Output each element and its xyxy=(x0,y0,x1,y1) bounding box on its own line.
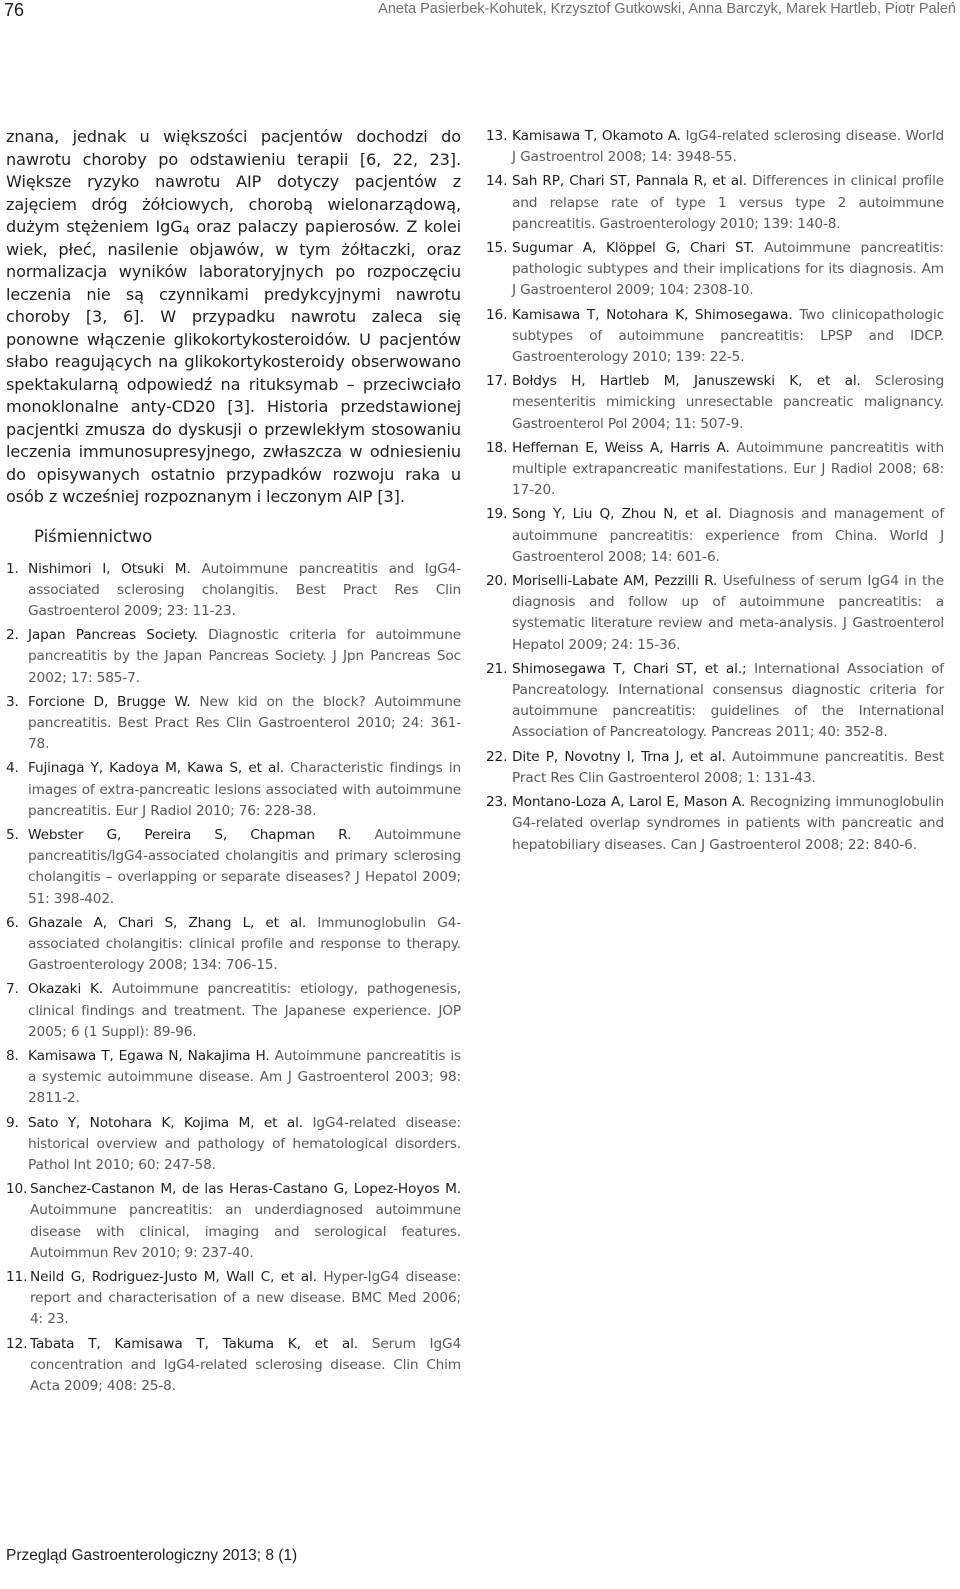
reference-details: International Association of Pancreatology. International consensus diagnostic criteria for autoimmune pancreatitis: guidelines of the International Association of Pancreatology. Pancreas 2011; 40: 352-8. xyxy=(512,660,944,741)
reference-number: 4. xyxy=(6,760,19,777)
reference-item xyxy=(486,438,944,502)
reference-number: 14. xyxy=(486,173,508,190)
reference-authors: Tabata T, Kamisawa T, Takuma K, et al. xyxy=(30,1335,358,1352)
reference-number: 21. xyxy=(486,660,508,677)
reference-number: 17. xyxy=(486,373,508,390)
reference-number: 15. xyxy=(486,240,508,257)
reference-item xyxy=(6,1179,461,1264)
reference-number: 9. xyxy=(6,1114,19,1131)
reference-item xyxy=(486,571,944,656)
reference-number: 3. xyxy=(6,693,19,710)
reference-details: Autoimmune pancreatitis/IgG4-associated cholangitis and primary sclerosing cholangitis – overlapping or separate diseases? J Hepatol 2009; 51: 398-402. xyxy=(28,826,461,907)
reference-authors: Heffernan E, Weiss A, Harris A. xyxy=(512,439,730,456)
reference-item xyxy=(486,171,944,235)
running-head-authors: Aneta Pasierbek-Kohutek, Krzysztof Gutkowski, Anna Barczyk, Marek Hartleb, Piotr Paleń xyxy=(378,1,956,17)
reference-item xyxy=(6,692,461,756)
reference-authors: Ghazale A, Chari S, Zhang L, et al. xyxy=(28,914,307,931)
reference-details: Hyper-IgG4 disease: report and characterisation of a new disease. BMC Med 2006; 4: 23. xyxy=(30,1269,462,1328)
reference-details: Usefulness of serum IgG4 in the diagnosis and follow up of autoimmune pancreatitis: a systematic literature review and meta-analysis. J Gastroenterol Hepatol 2009; 24: 15-36. xyxy=(512,573,944,653)
reference-authors: Webster G, Pereira S, Chapman R. xyxy=(28,826,352,843)
reference-item xyxy=(486,659,944,744)
reference-number: 11. xyxy=(6,1269,28,1285)
reference-authors: Sugumar A, Klöppel G, Chari ST. xyxy=(512,240,755,257)
reference-item xyxy=(486,238,944,302)
reference-authors: Sanchez-Castanon M, de las Heras-Castano G, Lopez-Hoyos M. xyxy=(30,1181,461,1198)
reference-number: 19. xyxy=(486,506,508,523)
reference-authors: Okazaki K. xyxy=(28,981,104,998)
reference-item xyxy=(6,559,461,623)
reference-number: 5. xyxy=(6,826,19,843)
reference-details: Autoimmune pancreatitis: etiology, pathogenesis, clinical findings and treatment. The Japanese experience. JOP 2005; 6 (1 Suppl): 89-96. xyxy=(28,981,462,1040)
reference-item xyxy=(6,825,461,910)
reference-number: 22. xyxy=(486,748,508,765)
reference-number: 18. xyxy=(486,439,508,456)
reference-item xyxy=(6,1113,461,1177)
journal-footer: Przegląd Gastroenterologiczny 2013; 8 (1) xyxy=(6,1547,298,1564)
reference-authors: Sah RP, Chari ST, Pannala R, et al. xyxy=(512,173,747,190)
body-text-part-1: znana, jednak u większości pacjentów dochodzi do nawrotu choroby po odstawieniu terapii [6, 22, 23]. Większe ryzyko nawrotu AIP dotyczy pacjentów z zajęciem dróg żółciowych, chorobą wielonarządową, dużym stężeniem IgG xyxy=(6,127,461,236)
reference-details: Autoimmune pancreatitis with multiple extrapancreatic manifestations. Eur J Radiol 2008; 68: 17-20. xyxy=(512,439,944,499)
reference-details: New kid on the block? Autoimmune pancreatitis. Best Pract Res Clin Gastroenterol 2010; 24: 361-78. xyxy=(28,693,462,753)
reference-number: 20. xyxy=(486,573,508,590)
reference-number: 16. xyxy=(486,306,508,323)
right-column xyxy=(486,126,944,859)
reference-authors: Sato Y, Notohara K, Kojima M, et al. xyxy=(28,1114,303,1131)
page-number: 76 xyxy=(4,0,25,20)
body-paragraph xyxy=(6,126,461,509)
reference-number: 7. xyxy=(6,981,19,998)
reference-item xyxy=(486,792,944,856)
reference-details: Autoimmune pancreatitis: pathologic subtypes and their implications for its diagnosis. Am J Gastroenterol 2009; 104: 2308-10. xyxy=(512,240,945,299)
reference-details: IgG4-related sclerosing disease. World J Gastroentrol 2008; 14: 3948-55. xyxy=(512,128,945,166)
reference-item xyxy=(6,1334,461,1398)
reference-item xyxy=(486,504,944,568)
reference-authors: Nishimori I, Otsuki M. xyxy=(28,560,191,577)
reference-details: Autoimmune pancreatitis. Best Pract Res Clin Gastroenterol 2008; 1: 131-43. xyxy=(512,748,945,786)
reference-details: Serum IgG4 concentration and IgG4-related sclerosing disease. Clin Chim Acta 2009; 408: 25-8. xyxy=(30,1335,462,1395)
reference-number: 12. xyxy=(6,1335,28,1352)
reference-item xyxy=(6,625,461,689)
reference-number: 8. xyxy=(6,1047,19,1064)
reference-number: 1. xyxy=(6,560,19,577)
reference-authors: Bołdys H, Hartleb M, Januszewski K, et al. xyxy=(512,373,861,390)
reference-authors: Neild G, Rodriguez-Justo M, Wall C, et al. xyxy=(30,1269,317,1285)
reference-item xyxy=(486,126,944,168)
left-column xyxy=(6,126,461,1400)
reference-authors: Fujinaga Y, Kadoya M, Kawa S, et al. xyxy=(28,760,285,777)
reference-details: Diagnostic criteria for autoimmune pancreatitis by the Japan Pancreas Society. J Jpn Pancreas Soc 2002; 17: 585-7. xyxy=(28,627,461,686)
reference-item xyxy=(6,758,461,822)
reference-details: Differences in clinical profile and relapse rate of type 1 versus type 2 autoimmune pancreatitis. Gastroenterology 2010; 139: 140-8. xyxy=(512,173,945,232)
reference-number: 23. xyxy=(486,794,508,811)
reference-authors: Forcione D, Brugge W. xyxy=(28,693,191,710)
reference-details: Characteristic findings in images of extra-pancreatic lesions associated with autoimmune pancreatitis. Eur J Radiol 2010; 76: 228-38. xyxy=(28,760,461,819)
reference-item xyxy=(6,913,461,977)
reference-details: Autoimmune pancreatitis is a systemic autoimmune disease. Am J Gastroenterol 2003; 98: 2811-2. xyxy=(28,1047,462,1107)
reference-authors: Moriselli-Labate AM, Pezzilli R. xyxy=(512,573,718,590)
reference-item xyxy=(486,305,944,369)
reference-item xyxy=(6,1267,461,1331)
reference-details: IgG4-related disease: historical overview and pathology of hematological disorders. Pathol Int 2010; 60: 247-58. xyxy=(28,1114,461,1173)
reference-details: Two clinicopathologic subtypes of autoimmune pancreatitis: LPSP and IDCP. Gastroenterology 2010; 139: 22-5. xyxy=(512,306,944,366)
reference-authors: Shimosegawa T, Chari ST, et al.; xyxy=(512,660,747,677)
reference-item xyxy=(486,371,944,435)
reference-authors: Japan Pancreas Society. xyxy=(28,627,198,644)
subscript-4: 4 xyxy=(182,224,190,237)
reference-list-left xyxy=(6,559,461,1398)
reference-number: 10. xyxy=(6,1181,28,1198)
reference-number: 6. xyxy=(6,914,19,931)
body-text-part-2: oraz palaczy papierosów. Z kolei wiek, płeć, nasilenie objawów, w tym żółtaczki, oraz normalizacja wyników laboratoryjnych po rozpoczęciu leczenia nie są czynnikami predykcyjnymi nawrotu choroby [3, 6]. W przypadku nawrotu zaleca się ponowne włączenie glikokortykosteroidów. U pacjentów słabo reagujących na glikokortykosteroidy obserwowano spektakularną odpowiedź na rituksymab – przeciwciało monoklonalne anty-CD20 [3]. Historia przedstawionej pacjentki zmusza do dyskusji o przewlekłym stosowaniu leczenia immunosupresyjnego, zwłaszcza w odniesieniu do opisywanych ostatnio przypadków rozwoju raka u osób z wcześniej rozpoznanym i leczonym AIP [3]. xyxy=(6,217,461,506)
reference-number: 13. xyxy=(486,128,508,144)
reference-item xyxy=(6,979,461,1043)
reference-authors: Kamisawa T, Egawa N, Nakajima H. xyxy=(28,1047,270,1064)
reference-list-right xyxy=(486,126,944,856)
reference-details: Autoimmune pancreatitis: an underdiagnosed autoimmune disease with clinical, imaging and serological features. Autoimmun Rev 2010; 9: 237-40. xyxy=(30,1202,461,1261)
reference-item xyxy=(6,1046,461,1110)
reference-item xyxy=(486,747,944,789)
reference-details: Recognizing immunoglobulin G4-related overlap syndromes in patients with pancreatic and hepatobiliary diseases. Can J Gastroenterol 2008; 22: 840-6. xyxy=(512,794,944,853)
reference-authors: Kamisawa T, Notohara K, Shimosegawa. xyxy=(512,306,793,323)
reference-details: Sclerosing mesenteritis mimicking unresectable pancreatic malignancy. Gastroenterol Pol 2004; 11: 507-9. xyxy=(512,373,944,432)
reference-details: Autoimmune pancreatitis and IgG4-associated sclerosing cholangitis. Best Pract Res Clin Gastroenterol 2009; 23: 11-23. xyxy=(28,560,462,619)
reference-authors: Montano-Loza A, Larol E, Mason A. xyxy=(512,794,746,811)
reference-authors: Kamisawa T, Okamoto A. xyxy=(512,128,681,144)
reference-authors: Song Y, Liu Q, Zhou N, et al. xyxy=(512,506,722,523)
reference-number: 2. xyxy=(6,627,19,644)
bibliography-heading: Piśmiennictwo xyxy=(34,526,153,546)
reference-details: Diagnosis and management of autoimmune pancreatitis: experience from China. World J Gastroenterol 2008; 14: 601-6. xyxy=(512,506,944,565)
reference-authors: Dite P, Novotny I, Trna J, et al. xyxy=(512,748,726,765)
reference-details: Immunoglobulin G4-associated cholangitis: clinical profile and response to therapy. Gastroenterology 2008; 134: 706-15. xyxy=(28,914,462,974)
